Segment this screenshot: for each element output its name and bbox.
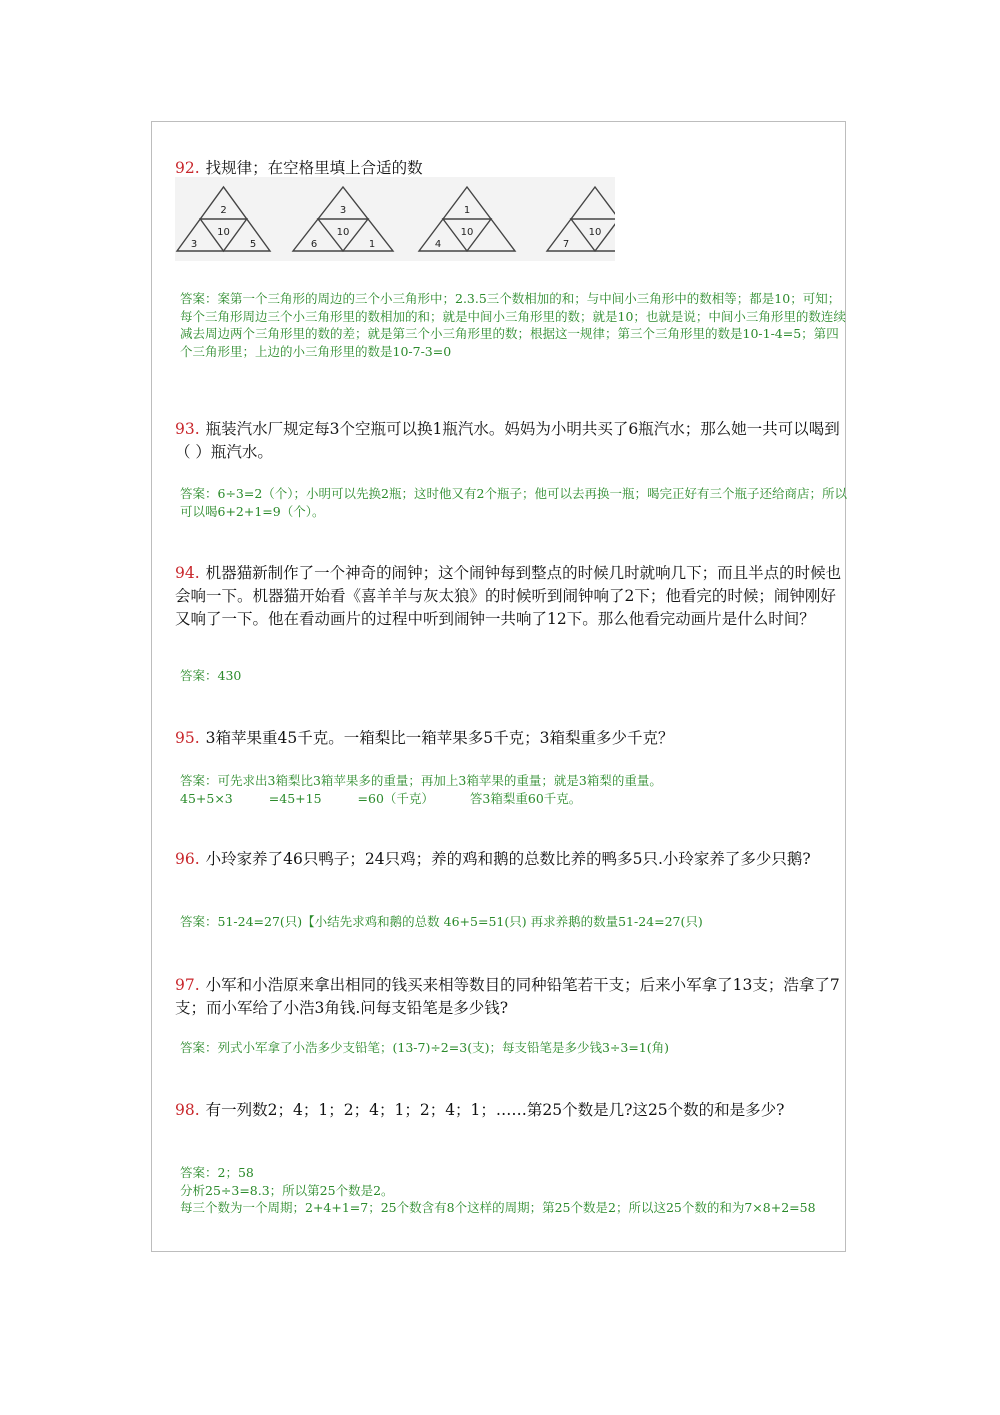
triangle-1-top: 2 <box>220 205 227 216</box>
triangle-1-center: 10 <box>217 227 230 238</box>
triangle-1-right: 5 <box>249 239 257 250</box>
calc-step: 45+5×3 <box>180 790 233 806</box>
answer-analysis: 每三个数为一个周期；2+4+1=7；25个数含有8个这样的周期；第25个数是2；所以这25个数的和为7×8+2=58 <box>180 1200 816 1215</box>
question-text: 小军和小浩原来拿出相同的钱买来相等数目的同种铅笔若干支；后来小军拿了13支；浩拿了7支；而小军给了小浩3角钱.问每支铅笔是多少钱? <box>175 976 840 1017</box>
triangle-figure <box>175 177 615 261</box>
triangle-4 <box>547 187 615 251</box>
answer-98 <box>180 1164 848 1217</box>
question-95 <box>175 727 847 750</box>
triangle-2 <box>293 187 393 251</box>
calc-step: =60（千克） <box>357 790 434 806</box>
answer-text: 答案：列式小军拿了小浩多少支铅笔；(13-7)÷2=3(支)；每支铅笔是多少钱3÷3=1(角) <box>180 1040 670 1055</box>
triangle-3-center: 10 <box>460 227 474 238</box>
question-text: 机器猫新制作了一个神奇的闹钟；这个闹钟每到整点的时候几时就响几下；而且半点的时候也会响一下。机器猫开始看《喜羊羊与灰太狼》的时候听到闹钟响了2下；他看完的时候；闹钟刚好又响了一下。他在看动画片的过程中听到闹钟一共响了12下。那么他看完动画片是什么时间？ <box>175 564 842 628</box>
answer-94 <box>180 667 848 685</box>
answer-text: 答案：6÷3=2（个）；小明可以先换2瓶；这时他又有2个瓶子；他可以去再换一瓶；喝完正好有三个瓶子还给商店；所以可以喝6+2+1=9（个）。 <box>180 486 847 519</box>
answer-analysis: 分析25÷3=8.3；所以第25个数是2。 <box>180 1182 394 1198</box>
question-text: 找规律；在空格里填上合适的数 <box>205 159 423 177</box>
triangle-2-right: 1 <box>368 239 376 250</box>
answer-calc <box>180 790 848 808</box>
triangle-1-left: 3 <box>190 239 198 250</box>
question-number: 97. <box>175 976 200 994</box>
question-number: 96. <box>175 850 200 868</box>
question-text: 瓶装汽水厂规定每3个空瓶可以换1瓶汽水。妈妈为小明共买了6瓶汽水；那么她一共可以喝到（ ）瓶汽水。 <box>175 420 840 461</box>
question-number: 94. <box>175 564 200 582</box>
triangle-1 <box>177 187 270 251</box>
question-97 <box>175 974 847 1020</box>
question-text: 小玲家养了46只鸭子；24只鸡；养的鸡和鹅的总数比养的鸭多5只.小玲家养了多少只鹅? <box>205 850 811 868</box>
question-text: 有一列数2；4；1；2；4；1；2；4；1；……第25个数是几?这25个数的和是多少? <box>205 1101 785 1119</box>
triangle-3-left: 4 <box>434 239 442 250</box>
answer-97 <box>180 1039 848 1057</box>
question-text: 3箱苹果重45千克。一箱梨比一箱苹果多5千克；3箱梨重多少千克？ <box>205 729 674 747</box>
answer-text: 答案：430 <box>180 668 242 683</box>
answer-96 <box>180 913 848 931</box>
question-number: 93. <box>175 420 200 438</box>
question-98 <box>175 1099 847 1122</box>
question-94 <box>175 562 847 631</box>
answer-text: 答案：2；58 <box>180 1165 254 1180</box>
question-number: 92. <box>175 159 200 177</box>
question-number: 98. <box>175 1101 200 1119</box>
question-93 <box>175 418 847 464</box>
calc-step: =45+15 <box>268 790 322 806</box>
triangle-4-center: 10 <box>588 227 602 238</box>
question-96 <box>175 848 847 871</box>
answer-95 <box>180 772 848 807</box>
question-number: 95. <box>175 729 200 747</box>
answer-92 <box>180 290 848 360</box>
answer-text: 答案：案第一个三角形的周边的三个小三角形中；2.3.5三个数相加的和；与中间小三角形中的数相等；都是10；可知；每个三角形周边三个小三角形里的数相加的和；就是中间小三角形里的数；就是10；也就是说；中间小三角形里的数连续减去周边两个三角形里的数的差；就是第三个小三角形里的数；根据这一规律；第三个三角形里的数是10-1-4=5；第四个三角形里；上边的小三角形里的数是10-7-3=0 <box>180 291 846 359</box>
answer-93 <box>180 485 848 520</box>
answer-text: 答案：可先求出3箱梨比3箱苹果多的重量；再加上3箱苹果的重量；就是3箱梨的重量。 <box>180 773 662 788</box>
triangle-3 <box>419 187 515 251</box>
triangle-2-left: 6 <box>310 239 318 250</box>
triangle-3-top: 1 <box>463 205 471 216</box>
triangle-4-left: 7 <box>562 239 570 250</box>
triangle-2-top: 3 <box>339 205 347 216</box>
calc-conclusion: 答3箱梨重60千克。 <box>469 790 582 806</box>
triangle-2-center: 10 <box>336 227 350 238</box>
answer-text: 答案：51-24=27(只)【小结先求鸡和鹅的总数 46+5=51(只) 再求养鹅的数量51-24=27(只) <box>180 914 703 929</box>
